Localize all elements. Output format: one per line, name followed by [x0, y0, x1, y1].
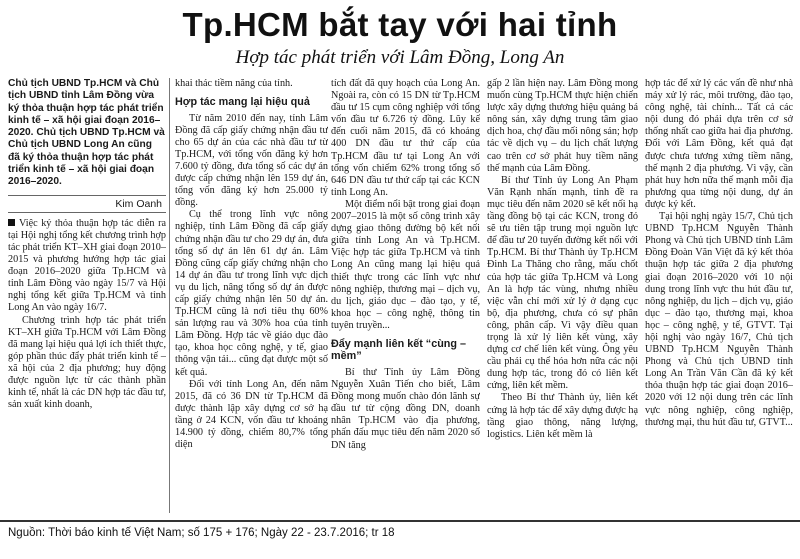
body-paragraph: Chương trình hợp tác phát triển KT–XH giữa Tp.HCM với Lâm Đồng đã mang lại hiệu quả lợi ích thiết thực, góp phần thúc đẩy phát triển kinh tế – xã hội của 2 địa phương; huy động được nguồn lực từ các thành phần kinh tế, nhất là các DN hợp tác đầu tư, sản xuất kinh doanh,: [8, 314, 166, 411]
source-citation: Nguồn: Thời báo kinh tế Việt Nam; số 175 + 176; Ngày 22 - 23.7.2016; tr 18: [8, 527, 395, 539]
lead-paragraph: Chủ tịch UBND Tp.HCM và Chủ tịch UBND tỉnh Lâm Đồng vừa ký thỏa thuận hợp tác phát triển kinh tế – xã hội giai đoạn 2016–2020. Chủ tịch UBND Tp.HCM và Chủ tịch UBND Long An cũng đã ký thỏa thuận hợp tác phát triển kinh tế – xã hội giai đoạn 2016–2020.: [8, 78, 165, 188]
body-paragraph: Bí thư Tỉnh ủy Long An Phạm Văn Rạnh nhấn mạnh, tỉnh đề ra mục tiêu đến năm 2020 sẽ kết nối hạ tầng đồng bộ tại các KCN, trong đó sẽ ưu tiên tập trung mọi nguồn lực để đầu tư 20 tuyến đường kết nối với Tp.HCM. Bí thư Thành ủy Tp.HCM Đinh La Thăng cho rằng, mấu chốt của hợp tác giữa Tp.HCM và Long An là hợp tác vùng, nhưng nhiều việc vẫn chỉ mới xử lý ở dạng cục bộ, địa phương, chưa có sự phân công, phân cấp. Vì vậy điều quan trọng là xử lý liên kết vùng, xây dựng cơ chế liên kết vùng. Ông yêu cầu phải cụ thể hóa hơn nữa các nội dung hợp tác, trong đó có liên kết cứng, liên kết mềm.: [487, 174, 638, 392]
body-paragraph: khai thác tiềm năng của tỉnh.: [175, 78, 293, 89]
column-1: [8, 78, 166, 513]
body-paragraph: tích đất đã quy hoạch của Long An. Ngoài ra, còn có 15 DN từ Tp.HCM đầu tư 15 cụm công nghiệp với tổng vốn đầu tư 6.726 tỷ đồng. Lũy kế đến cuối năm 2015, đã có khoảng 400 DN đầu tư thứ cấp của Tp.HCM đầu tư tại Long An với tổng vốn chiếm 62% trong tổng số 646 DN đầu tư thứ cấp tại các KCN tỉnh Long An.: [331, 78, 480, 198]
headline: Tp.HCM bắt tay với hai tỉnh: [182, 6, 618, 43]
body-paragraph: Cụ thể trong lĩnh vực nông nghiệp, tỉnh Lâm Đồng đã cấp giấy chứng nhận đầu tư cho 29 dự án, đưa tổng số dự án lên 61 dự án. Lâm Đồng cũng cấp giấy chứng nhận cho 14 dự án đầu tư trong lĩnh vực dịch vụ du lịch, nâng tổng số dự án được cấp giấy chứng nhận lên 50 dự án. Tp.HCM cũng là nơi tiêu thụ 60% sản lượng rau và 30% hoa của tỉnh Lâm Đồng. Hợp tác về giáo dục đào tạo, khoa học công nghệ, y tế, giao thông vận tải... cũng đạt được một số kết quả.: [175, 209, 328, 378]
body-paragraph: Theo Bí thư Thành ủy, liên kết cứng là hợp tác để xây dựng được hạ tầng giao thông, năng lượng, logistics. Liên kết mềm là: [487, 392, 638, 440]
footer-divider: [0, 520, 800, 522]
column-divider: [169, 78, 170, 513]
body-paragraph: [8, 218, 166, 315]
column-3: [331, 78, 480, 513]
divider: [8, 195, 166, 196]
body-paragraph: hợp tác để xử lý các vấn đề như nhà máy xử lý rác, môi trường, đào tạo, công nghệ, tài chính... Tất cả các nội dung đó phải dựa trên cơ sở thống nhất cao giữa hai địa phương. Đối với Lâm Đồng, kết quả đạt được chưa tương xứng tiềm năng, thế mạnh 2 địa phương. Vì vậy, cần phát huy hơn nữa thế mạnh mỗi địa phương qua từng nội dung, dự án được ký kết.: [645, 78, 793, 210]
body-paragraph: gấp 2 lần hiện nay. Lâm Đồng mong muốn cùng Tp.HCM thực hiện chiến lược xây dựng thương hiệu quảng bá nông sản, xây dựng trung tâm giao dịch hoa, chợ đầu mối nông sản; hợp tác về dịch vụ – du lịch chất lượng cao trên cơ sở phát huy tiềm năng thế mạnh của Lâm Đồng.: [487, 78, 638, 174]
divider: [8, 212, 166, 213]
square-bullet-icon: [8, 219, 15, 226]
byline: Kim Oanh: [115, 197, 162, 210]
body-paragraph: Từ năm 2010 đến nay, tỉnh Lâm Đồng đã cấp giấy chứng nhận đầu tư cho 65 dự án của các nhà đầu tư từ Tp.HCM, với tổng vốn đăng ký hơn 7.600 tỷ đồng, đưa tổng số các dự án được cấp chứng nhận lên 159 dự án, tổng vốn đăng ký hơn 25.000 tỷ đồng.: [175, 112, 328, 209]
column-4: [487, 78, 638, 513]
body-paragraph: Tại hội nghị ngày 15/7, Chủ tịch UBND Tp.HCM Nguyễn Thành Phong và Chủ tịch UBND tỉnh Lâm Đồng Đoàn Văn Việt đã ký kết thỏa thuận hợp tác giữa 2 địa phương giai đoạn 2016–2020 với 10 nội dung trong lĩnh vực thu hút đầu tư, nông nghiệp, du lịch – dịch vụ, giáo dục – đào tạo, thương mại, khoa học – công nghệ, y tế, GTVT. Tại hội nghị vào ngày 16/7, Chủ tịch UBND Tp.HCM Nguyễn Thành Phong và Chủ tịch UBND tỉnh Long An Trần Văn Cần đã ký kết thỏa thuận hợp tác giai đoạn 2016–2020 với 12 nội dung trên các lĩnh vực nông nghiệp, công nghiệp, thương mại, thu hút đầu tư, GTVT...: [645, 211, 793, 428]
body-paragraph: Bí thư Tỉnh ủy Lâm Đồng Nguyễn Xuân Tiến cho biết, Lâm Đồng mong muốn chào đón lãnh sự đầu tư từ cộng đồng DN, doanh nhân Tp.HCM vào địa phương, phấn đấu mục tiêu đến năm 2020 số DN tăng: [331, 366, 480, 451]
body-paragraph: Một điểm nổi bật trong giai đoạn 2007–2015 là một số công trình xây dựng giao thông đường bộ kết nối giữa tỉnh Long An và Tp.HCM. Việc hợp tác giữa Tp.HCM và tỉnh Long An cũng mang lại hiệu quả thiết thực trong các lĩnh vực như nông nghiệp, thương mại – dịch vụ, du lịch, giáo dục – đào tạo, y tế, khoa học – công nghệ, thông tin tuyên truyền...: [331, 198, 480, 331]
section-heading: Hợp tác mang lại hiệu quả: [175, 96, 310, 109]
body-text: Việc ký thỏa thuận hợp tác diễn ra tại Hội nghị tổng kết chương trình hợp tác phát triển KT–XH giai đoạn 2010–2015 và phương hướng hợp tác giai đoạn 2016–2020 giữa Tp.HCM và tỉnh Lâm Đồng vào ngày 15/7 và Hội nghị tổng kết giữa Tp.HCM và tỉnh Long An vào ngày 16/7.: [8, 217, 166, 314]
column-2: [175, 78, 328, 513]
column-5: [645, 78, 793, 513]
body-paragraph: Đối với tỉnh Long An, đến năm 2015, đã có 36 DN từ Tp.HCM đã được thành lập xây dựng cơ sở hạ tầng ở 24 KCN, vốn đầu tư khoảng 14.900 tỷ đồng, chiếm 80,7% tổng diện: [175, 378, 328, 451]
section-heading: Đẩy mạnh liên kết “cùng – mềm”: [331, 337, 466, 363]
subheadline: Hợp tác phát triển với Lâm Đồng, Long An: [235, 47, 565, 68]
